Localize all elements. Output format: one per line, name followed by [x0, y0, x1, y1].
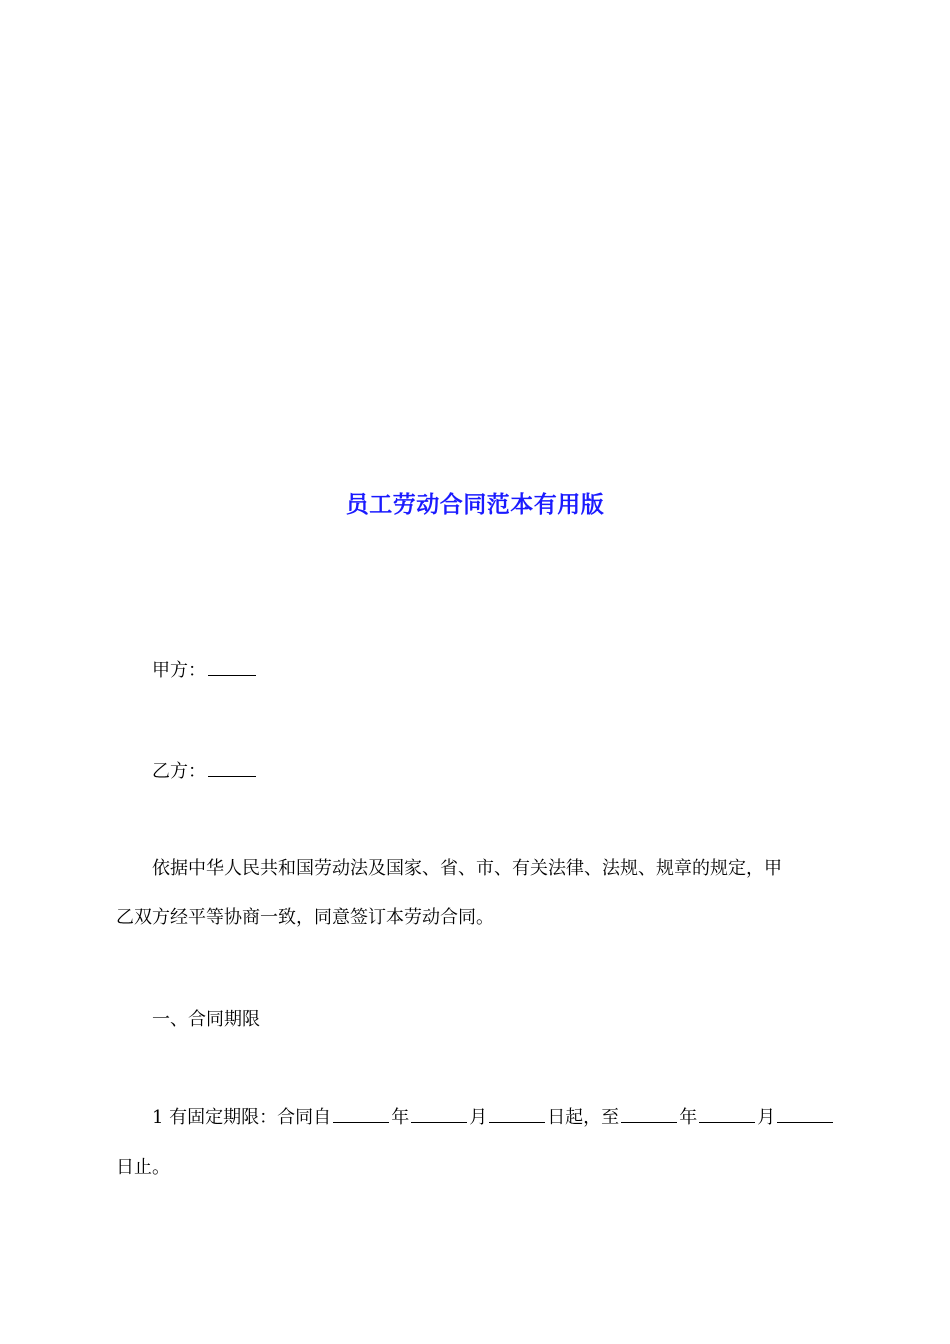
intro-paragraph-line-1: 依据中华人民共和国劳动法及国家、省、市、有关法律、法规、规章的规定，甲	[152, 858, 782, 879]
section-heading-term: 一、合同期限	[152, 1009, 260, 1030]
fixed-term-end: 日止。	[116, 1157, 170, 1178]
end-day-blank	[777, 1108, 833, 1123]
party-b-label: 乙方：	[152, 761, 206, 782]
start-day-blank	[489, 1108, 545, 1123]
end-month-label: 月	[757, 1107, 776, 1128]
party-b-line	[152, 760, 256, 784]
party-a-blank	[208, 661, 256, 676]
start-day-label: 日起，至	[547, 1107, 620, 1128]
document-title: 员工劳动合同范本有用版	[345, 491, 605, 518]
end-year-label: 年	[679, 1107, 698, 1128]
start-year-label: 年	[391, 1107, 410, 1128]
party-b-blank	[208, 762, 256, 777]
start-month-blank	[411, 1108, 467, 1123]
start-month-label: 月	[469, 1107, 488, 1128]
end-month-blank	[699, 1108, 755, 1123]
start-year-blank	[333, 1108, 389, 1123]
fixed-term-prefix: 1 有固定期限：合同自	[152, 1107, 332, 1128]
party-a-label: 甲方：	[152, 660, 206, 681]
fixed-term-line	[152, 1106, 835, 1130]
party-a-line	[152, 659, 256, 683]
intro-paragraph-line-2: 乙双方经平等协商一致，同意签订本劳动合同。	[116, 907, 494, 928]
end-year-blank	[621, 1108, 677, 1123]
